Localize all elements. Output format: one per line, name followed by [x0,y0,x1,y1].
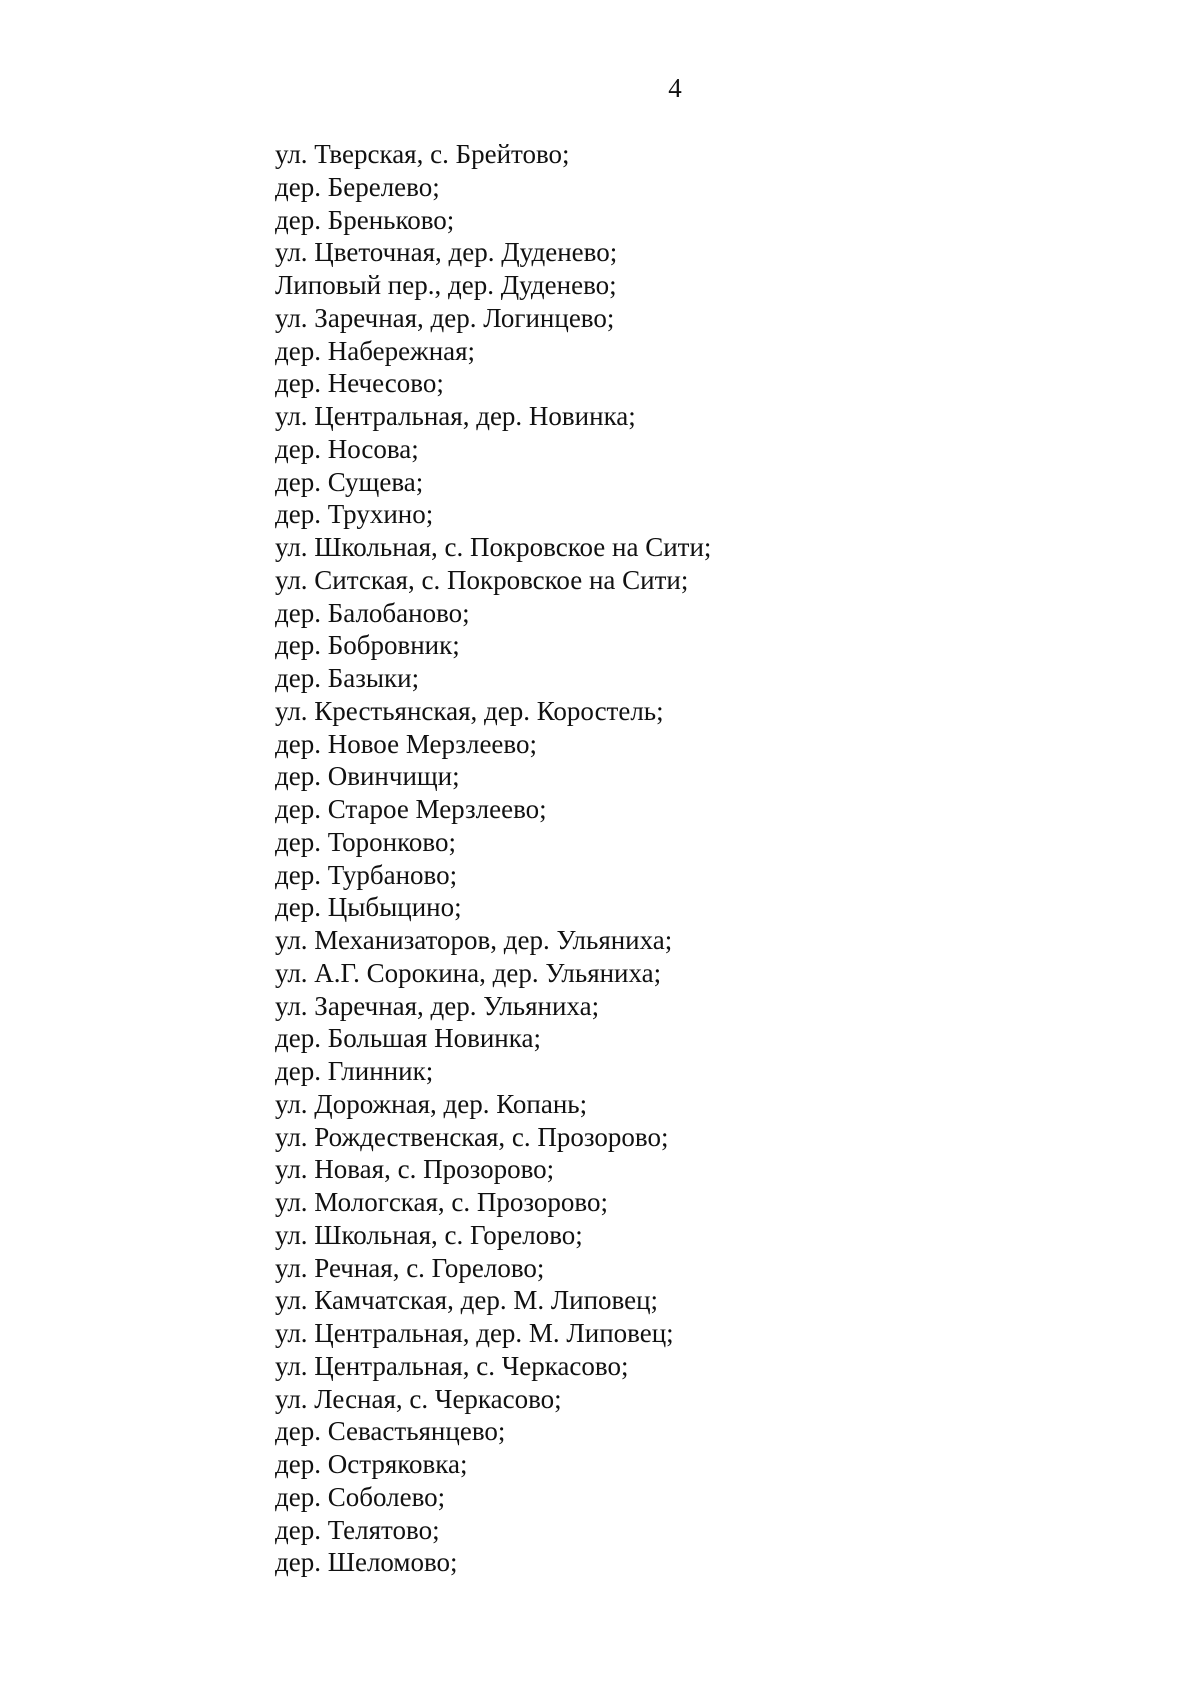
address-line: дер. Базыки; [275,663,420,693]
address-line: ул. Лесная, с. Черкасово; [275,1383,562,1414]
address-line: ул. Тверская, с. Брейтово; [275,139,570,169]
address-line: ул. Заречная, дер. Логинцево; [275,302,615,333]
address-line: дер. Севастьянцево; [275,1416,506,1447]
address-line: ул. Новая, с. Прозорово; [275,1154,555,1185]
address-line: ул. Камчатская, дер. М. Липовец; [275,1285,659,1316]
address-line: дер. Телятово; [275,1514,440,1545]
address-line: дер. Шеломово; [275,1547,458,1578]
address-line: дер. Турбаново; [275,859,458,890]
address-line: ул. Центральная, дер. Новинка; [275,401,636,431]
address-line: ул. Дорожная, дер. Копань; [275,1088,588,1119]
address-line: дер. Остряковка; [275,1449,468,1479]
address-line: ул. Речная, с. Горелово; [275,1252,545,1283]
address-line: ул. Центральная, дер. М. Липовец; [275,1318,674,1348]
address-line: ул. Школьная, с. Горелово; [275,1219,583,1250]
address-list [275,138,1075,1579]
address-line: ул. Рождественская, с. Прозорово; [275,1121,669,1152]
address-line: ул. Центральная, с. Черкасово; [275,1350,629,1381]
address-line: дер. Большая Новинка; [275,1023,541,1054]
address-line: ул. Мологская, с. Прозорово; [275,1187,608,1217]
address-line: дер. Бреньково; [275,204,455,235]
address-line: дер. Торонково; [275,826,456,857]
address-line: дер. Сущева; [275,466,424,497]
address-line: дер. Новое Мерзлеево; [275,728,537,759]
page-number: 4 [668,73,682,103]
address-line: дер. Старое Мерзлеево; [275,794,547,824]
address-line: дер. Соболево; [275,1481,446,1512]
address-line: дер. Трухино; [275,499,434,530]
address-line: Липовый пер., дер. Дуденево; [275,270,617,300]
address-line: ул. А.Г. Сорокина, дер. Ульяниха; [275,957,662,988]
address-line: дер. Бобровник; [275,630,460,661]
address-line: дер. Носова; [275,433,419,464]
address-line: ул. Заречная, дер. Ульяниха; [275,990,600,1021]
address-line: ул. Механизаторов, дер. Ульяниха; [275,925,673,955]
address-line: дер. Овинчищи; [275,761,460,792]
address-line: дер. Цыбыцино; [275,892,462,923]
address-line: ул. Ситская, с. Покровское на Сити; [275,564,689,595]
address-line: дер. Набережная; [275,335,476,366]
address-line: ул. Крестьянская, дер. Коростель; [275,695,664,726]
address-line: ул. Школьная, с. Покровское на Сити; [275,532,712,562]
address-line: дер. Балобаново; [275,597,470,628]
address-line: дер. Глинник; [275,1056,434,1086]
address-line: дер. Берелево; [275,171,440,202]
address-line: дер. Нечесово; [275,368,444,399]
address-line: ул. Цветочная, дер. Дуденево; [275,237,618,268]
